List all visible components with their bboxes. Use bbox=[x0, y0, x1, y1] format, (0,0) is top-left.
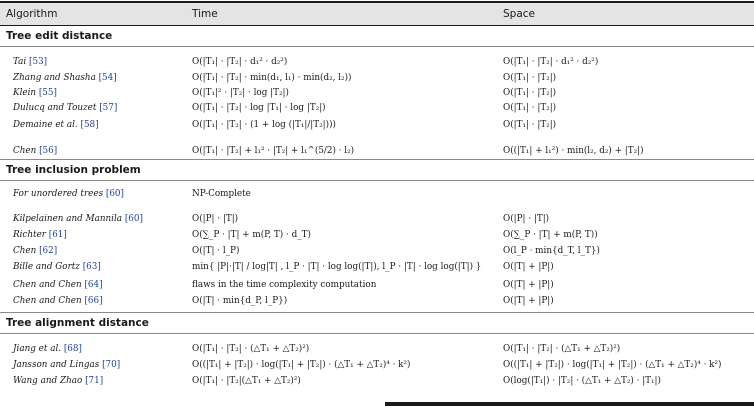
space-complexity-cell: O(l_P · min{d_T, l_T}) bbox=[503, 246, 600, 256]
section-heading bbox=[0, 160, 754, 180]
time-complexity-cell: flaws in the time complexity computation bbox=[192, 280, 377, 290]
algorithm-cell bbox=[13, 259, 101, 275]
table-row bbox=[0, 293, 754, 309]
citation-link[interactable]: [62] bbox=[39, 246, 58, 256]
algorithm-cell bbox=[13, 143, 57, 159]
space-complexity-cell: O(|T₁| · |T₂| · d₁² · d₂²) bbox=[503, 57, 599, 67]
space-complexity-cell: O(|T₁| · |T₂|) bbox=[503, 103, 557, 113]
section-rule bbox=[0, 333, 754, 334]
algorithm-name: Klein bbox=[13, 88, 37, 98]
algorithm-name: Wang and Zhao bbox=[13, 376, 83, 386]
table-row bbox=[0, 259, 754, 275]
time-complexity-cell: O(|T₁| · |T₂| · (△T₁ + △T₂)²) bbox=[192, 344, 310, 354]
table-row bbox=[0, 100, 754, 116]
algorithm-cell bbox=[13, 357, 120, 373]
citation-link[interactable]: [53] bbox=[29, 57, 48, 67]
time-complexity-cell: O(|T₁| · |T₂|(△T₁ + △T₂)²) bbox=[192, 376, 301, 386]
section-title: Tree alignment distance bbox=[6, 317, 149, 329]
citation-link[interactable]: [60] bbox=[124, 214, 143, 224]
time-complexity-cell: O(|P| · |T|) bbox=[192, 214, 239, 224]
algorithm-cell bbox=[13, 211, 143, 227]
time-complexity-cell: O(|T₁| · |T₂| · min(d₁, l₁) · min(d₂, l₂)) bbox=[192, 73, 352, 83]
algorithm-cell bbox=[13, 277, 103, 293]
algorithm-name: Jansson and Lingas bbox=[13, 360, 100, 370]
citation-link[interactable]: [66] bbox=[84, 296, 103, 306]
algorithm-cell bbox=[13, 54, 47, 70]
citation-link[interactable]: [71] bbox=[85, 376, 104, 386]
space-complexity-cell: O(∑_P · |T| + m(P, T)) bbox=[503, 230, 598, 240]
time-complexity-cell: O(|T₁| · |T₂| · log |T₁| · log |T₂|) bbox=[192, 103, 326, 113]
algorithm-name: Chen bbox=[13, 246, 37, 256]
space-complexity-cell: O(|T₁| · |T₂|) bbox=[503, 73, 557, 83]
algorithm-cell bbox=[13, 70, 117, 86]
time-complexity-cell: O(|T₁| · |T₂| · d₁² · d₂²) bbox=[192, 57, 288, 67]
section-rule bbox=[0, 159, 754, 160]
table-row bbox=[0, 186, 754, 202]
header-time: Time bbox=[192, 8, 218, 20]
time-complexity-cell: O(|T₁| · |T₂| · (1 + log (|T₁|/|T₂|))) bbox=[192, 120, 336, 130]
space-complexity-cell: O(|T| + |P|) bbox=[503, 280, 554, 290]
algorithm-cell bbox=[13, 243, 57, 259]
space-complexity-cell: O(|T| + |P|) bbox=[503, 262, 554, 272]
citation-link[interactable]: [57] bbox=[99, 103, 118, 113]
algorithm-name: Kilpelainen and Mannila bbox=[13, 214, 123, 224]
citation-link[interactable]: [54] bbox=[98, 73, 117, 83]
algorithm-cell bbox=[13, 373, 103, 389]
algorithm-name: Tai bbox=[13, 57, 27, 67]
citation-link[interactable]: [58] bbox=[80, 120, 99, 130]
header-space: Space bbox=[503, 8, 535, 20]
table-row bbox=[0, 54, 754, 70]
time-complexity-cell: O(|T| · min{d_P, l_P}) bbox=[192, 296, 288, 306]
algorithm-cell bbox=[13, 227, 67, 243]
algorithm-cell bbox=[13, 293, 103, 309]
section-heading bbox=[0, 313, 754, 333]
algorithm-name: Chen and Chen bbox=[13, 296, 82, 306]
table-row bbox=[0, 211, 754, 227]
algorithm-cell bbox=[13, 341, 82, 357]
time-complexity-cell: O((|T₁| + |T₂|) · log(|T₁| + |T₂|) · (△T₁ + △T₂)⁴ · k²) bbox=[192, 360, 411, 370]
section-rule bbox=[0, 180, 754, 181]
section-title: Tree inclusion problem bbox=[6, 164, 141, 176]
algorithm-name: Chen and Chen bbox=[13, 280, 82, 290]
space-complexity-cell: O(|T₁| · |T₂| · (△T₁ + △T₂)²) bbox=[503, 344, 621, 354]
citation-link[interactable]: [61] bbox=[48, 230, 67, 240]
bottom-rule bbox=[385, 402, 754, 406]
space-complexity-cell: O(|T| + |P|) bbox=[503, 296, 554, 306]
time-complexity-cell: O(|T₁|² · |T₂| · log |T₂|) bbox=[192, 88, 289, 98]
algorithm-name: Bille and Gortz bbox=[13, 262, 80, 272]
section-rule bbox=[0, 312, 754, 313]
time-complexity-cell: O(∑_P · |T| + m(P, T) · d_T) bbox=[192, 230, 311, 240]
time-complexity-cell: O(|T| · l_P) bbox=[192, 246, 240, 256]
time-complexity-cell: NP-Complete bbox=[192, 189, 251, 199]
table-row bbox=[0, 373, 754, 389]
section-heading bbox=[0, 26, 754, 46]
algorithm-name: Demaine et al. bbox=[13, 120, 78, 130]
table-row bbox=[0, 341, 754, 357]
table-header bbox=[0, 3, 754, 25]
algorithm-name: Richter bbox=[13, 230, 46, 240]
table-row bbox=[0, 227, 754, 243]
algorithm-name: Zhang and Shasha bbox=[13, 73, 96, 83]
table-row bbox=[0, 357, 754, 373]
table-row bbox=[0, 70, 754, 86]
algorithm-cell bbox=[13, 85, 57, 101]
space-complexity-cell: O(|P| · |T|) bbox=[503, 214, 550, 224]
algorithm-name: For unordered trees bbox=[13, 189, 104, 199]
space-complexity-cell: O(log(|T₁|) · |T₂| · (△T₁ + △T₂) · |T₁|) bbox=[503, 376, 661, 386]
section-title: Tree edit distance bbox=[6, 30, 113, 42]
table-row bbox=[0, 243, 754, 259]
section-rule bbox=[0, 46, 754, 47]
citation-link[interactable]: [64] bbox=[84, 280, 103, 290]
algorithm-name: Jiang et al. bbox=[13, 344, 62, 354]
algorithm-cell bbox=[13, 100, 117, 116]
table-row bbox=[0, 117, 754, 133]
citation-link[interactable]: [55] bbox=[38, 88, 57, 98]
algorithm-name: Dulucq and Touzet bbox=[13, 103, 97, 113]
time-complexity-cell: min{ |P|·|T| / log|T| , l_P · |T| · log log(|T|), l_P · |T| · log log(|T|) } bbox=[192, 262, 482, 272]
time-complexity-cell: O(|T₁| · |T₂| + l₁² · |T₂| + l₁^(5/2) · l₂) bbox=[192, 146, 355, 156]
header-algorithm: Algorithm bbox=[6, 8, 58, 20]
space-complexity-cell: O(|T₁| · |T₂|) bbox=[503, 120, 557, 130]
table-row bbox=[0, 143, 754, 159]
citation-link[interactable]: [70] bbox=[102, 360, 121, 370]
space-complexity-cell: O(|T₁| · |T₂|) bbox=[503, 88, 557, 98]
citation-link[interactable]: [63] bbox=[82, 262, 101, 272]
citation-link[interactable]: [60] bbox=[105, 189, 124, 199]
space-complexity-cell: O((|T₁| + l₁²) · min(l₂, d₂) + |T₂|) bbox=[503, 146, 644, 156]
algorithm-cell bbox=[13, 186, 124, 202]
table-row bbox=[0, 277, 754, 293]
citation-link[interactable]: [56] bbox=[39, 146, 58, 156]
space-complexity-cell: O((|T₁| + |T₂|) · log(|T₁| + |T₂|) · (△T₁ + △T₂)⁴ · k²) bbox=[503, 360, 722, 370]
algorithm-cell bbox=[13, 117, 99, 133]
citation-link[interactable]: [68] bbox=[63, 344, 82, 354]
algorithm-name: Chen bbox=[13, 146, 37, 156]
table-row bbox=[0, 85, 754, 101]
